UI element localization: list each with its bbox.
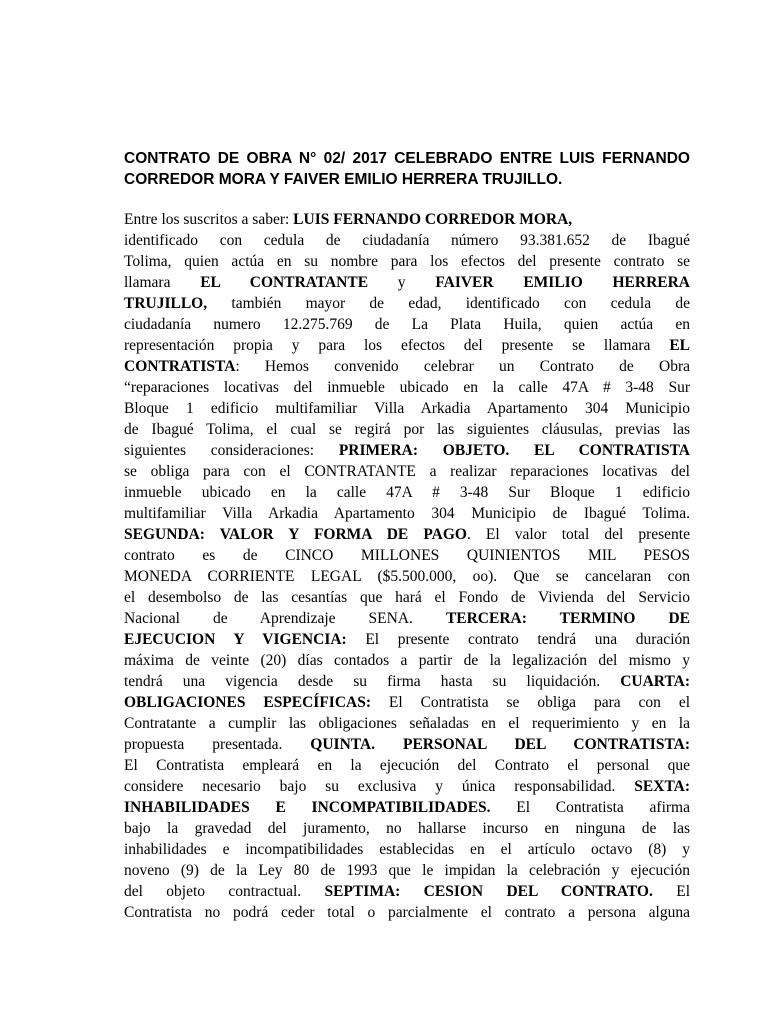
body-line (124, 860, 690, 881)
body-text: Nacional de Aprendizaje SENA. (124, 610, 446, 627)
body-text: de Ibagué Tolima, el cual se regirá por las siguientes cláusulas, previas las (124, 421, 690, 438)
body-line (124, 650, 690, 671)
body-bold-text: INHABILIDADES E INCOMPATIBILIDADES. (124, 799, 491, 816)
body-bold-text: EJECUCION Y VIGENCIA: (124, 631, 347, 648)
body-text: ciudadanía numero 12.275.769 de La Plata Huila, quien actúa en (124, 316, 690, 333)
body-bold-text: CONTRATISTA (124, 358, 236, 375)
body-text: inmueble ubicado en la calle 47A # 3-48 Sur Bloque 1 edificio (124, 484, 690, 501)
body-line (124, 230, 690, 251)
body-line (124, 482, 690, 503)
body-line (124, 839, 690, 860)
body-bold-text: OBLIGACIONES ESPECÍFICAS: (124, 694, 372, 711)
body-line (124, 629, 690, 650)
body-line (124, 524, 690, 545)
body-text: El (652, 883, 690, 900)
body-text: MONEDA CORRIENTE LEGAL ($5.500.000, oo). Que se cancelaran con (124, 568, 690, 585)
body-bold-text: QUINTA. PERSONAL DEL CONTRATISTA: (310, 736, 690, 753)
body-text: “reparaciones locativas del inmueble ubicado en la calle 47A # 3-48 Sur (124, 379, 690, 396)
body-line (124, 566, 690, 587)
body-bold-text: EL (669, 337, 690, 354)
body-text: Contratista no podrá ceder total o parcialmente el contrato a persona alguna (124, 904, 690, 921)
body-bold-text: LUIS FERNANDO CORREDOR MORA, (293, 211, 573, 228)
body-line (124, 734, 690, 755)
body-line (124, 797, 690, 818)
body-bold-text: TRUJILLO, (124, 295, 208, 312)
body-line (124, 293, 690, 314)
body-line (124, 671, 690, 692)
body-line (124, 692, 690, 713)
body-line (124, 251, 690, 272)
body-line (124, 461, 690, 482)
body-text: Bloque 1 edificio multifamiliar Villa Arkadia Apartamento 304 Municipio (124, 400, 690, 417)
body-line (124, 818, 690, 839)
body-text: también mayor de edad, identificado con cedula de (207, 295, 690, 312)
body-bold-text: PRIMERA: OBJETO. EL CONTRATISTA (338, 442, 690, 459)
body-text: Tolima, quien actúa en su nombre para los efectos del presente contrato se (124, 253, 690, 270)
body-bold-text: TERCERA: TERMINO DE (445, 610, 690, 627)
document-title: CONTRATO DE OBRA N° 02/ 2017 CELEBRADO ENTRE LUIS FERNANDO CORREDOR MORA Y FAIVER EMILIO HERRERA TRUJILLO. (124, 150, 690, 188)
body-text: El Contratista empleará en la ejecución del Contrato el personal que (124, 757, 690, 774)
body-line (124, 440, 690, 461)
body-line (124, 209, 690, 230)
body-bold-text: FAIVER EMILIO HERRERA (435, 274, 691, 291)
body-text: Entre los suscritos a saber: (124, 211, 294, 228)
body-bold-text: EL CONTRATANTE (200, 274, 369, 291)
body-text: máxima de veinte (20) días contados a partir de la legalización del mismo y (124, 652, 690, 669)
body-text: contrato es de CINCO MILLONES QUINIENTOS MIL PESOS (124, 547, 690, 564)
body-line (124, 902, 690, 923)
document-body (124, 209, 690, 923)
body-bold-text: SEXTA: (634, 778, 690, 795)
body-text: El Contratista se obliga para con el (371, 694, 691, 711)
body-text: El presente contrato tendrá una duración (346, 631, 690, 648)
body-text: identificado con cedula de ciudadanía número 93.381.652 de Ibagué (124, 232, 690, 249)
body-text: el desembolso de las cesantías que hará el Fondo de Vivienda del Servicio (124, 589, 690, 606)
body-line (124, 755, 690, 776)
body-bold-text: SEGUNDA: VALOR Y FORMA DE PAGO (124, 526, 467, 543)
body-text: llamara (124, 274, 201, 291)
body-line (124, 398, 690, 419)
body-line (124, 335, 690, 356)
body-text: del objeto contractual. (124, 883, 325, 900)
body-line (124, 587, 690, 608)
body-line (124, 503, 690, 524)
body-line (124, 314, 690, 335)
body-text: noveno (9) de la Ley 80 de 1993 que le impidan la celebración y ejecución (124, 862, 690, 879)
body-text: inhabilidades e incompatibilidades establecidas en el artículo octavo (8) y (124, 841, 690, 858)
body-bold-text: SEPTIMA: CESION DEL CONTRATO. (324, 883, 653, 900)
body-line (124, 356, 690, 377)
body-text: propuesta presentada. (124, 736, 311, 753)
body-line (124, 377, 690, 398)
body-text: considere necesario bajo su exclusiva y única responsabilidad. (124, 778, 635, 795)
body-text: tendrá una vigencia desde su firma hasta su liquidación. (124, 673, 621, 690)
body-text: Contratante a cumplir las obligaciones señaladas en el requerimiento y en la (124, 715, 690, 732)
body-line (124, 272, 690, 293)
body-line (124, 881, 690, 902)
body-bold-text: CUARTA: (620, 673, 690, 690)
body-text: multifamiliar Villa Arkadia Apartamento 304 Municipio de Ibagué Tolima. (124, 505, 690, 522)
body-text: siguientes consideraciones: (124, 442, 339, 459)
body-text: El Contratista afirma (490, 799, 690, 816)
body-text: bajo la gravedad del juramento, no hallarse incurso en ninguna de las (124, 820, 690, 837)
body-text: y (368, 274, 436, 291)
body-line (124, 545, 690, 566)
body-text: . El valor total del presente (466, 526, 690, 543)
body-line (124, 419, 690, 440)
body-text: : Hemos convenido celebrar un Contrato de Obra (235, 358, 690, 375)
body-text: se obliga para con el CONTRATANTE a realizar reparaciones locativas del (124, 463, 690, 480)
body-text: representación propia y para los efectos del presente se llamara (124, 337, 670, 354)
body-line (124, 776, 690, 797)
body-line (124, 608, 690, 629)
body-line (124, 713, 690, 734)
